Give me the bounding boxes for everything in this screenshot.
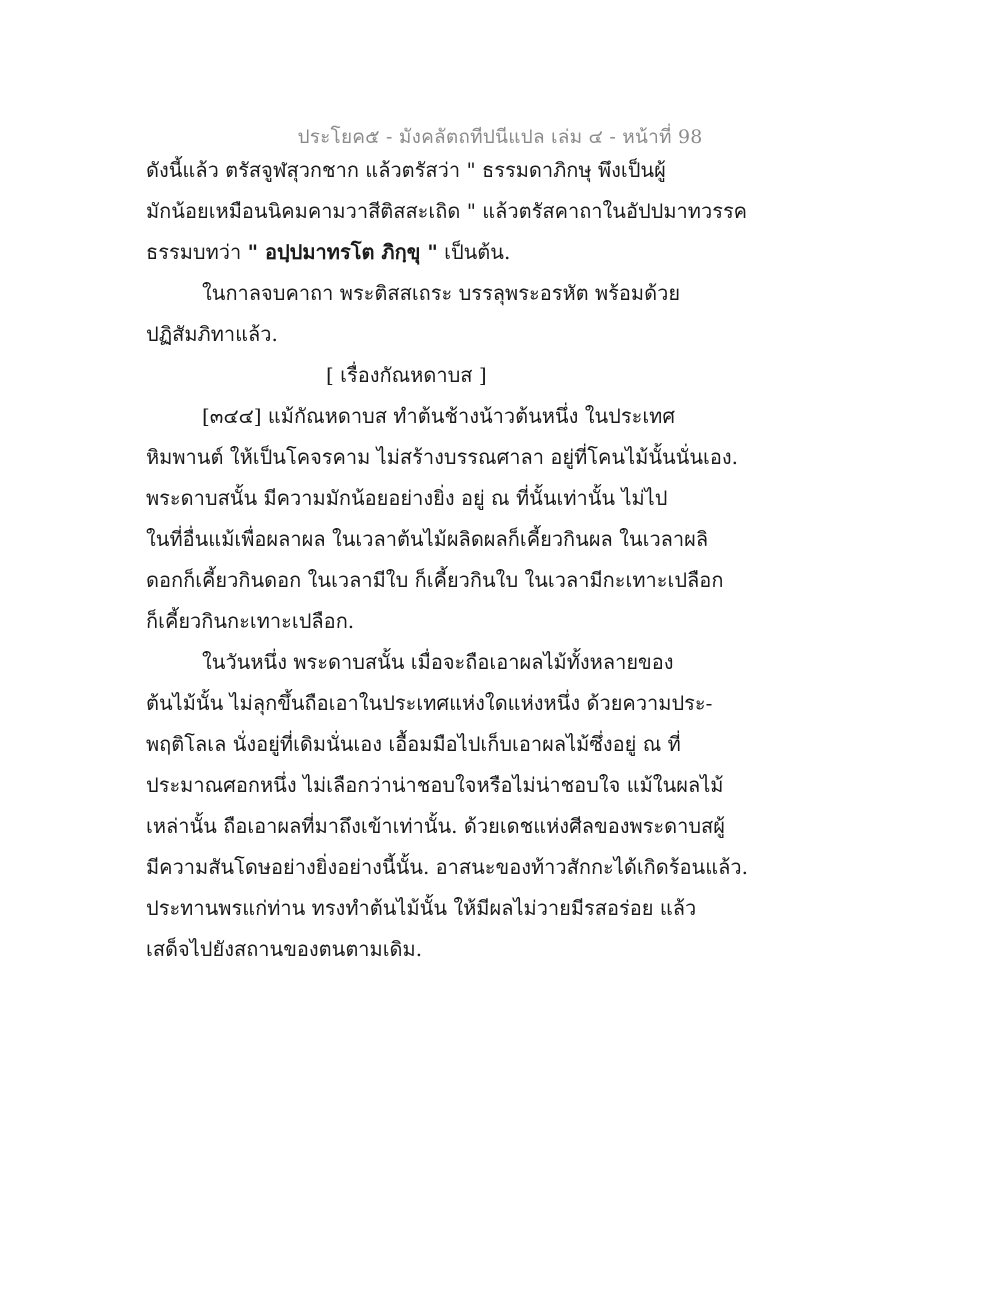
paragraph-line: ประทานพรแก่ท่าน ทรงทำต้นไม้นั้น ให้มีผลไม่วายมีรสอร่อย แล้ว — [146, 896, 697, 920]
paragraph-line: ปฏิสัมภิทาแล้ว. — [146, 322, 278, 346]
paragraph-line: ก็เคี้ยวกินกะเทาะเปลือก. — [146, 609, 355, 633]
paragraph-line: เสด็จไปยังสถานของตนตามเดิม. — [146, 937, 423, 961]
paragraph-line: หิมพานต์ ให้เป็นโคจรคาม ไม่สร้างบรรณศาลา อยู่ที่โคนไม้นั้นนั่นเอง. — [146, 445, 738, 469]
paragraph-line: พฤติโลเล นั่งอยู่ที่เดิมนั่นเอง เอื้อมมือไปเก็บเอาผลไม้ซึ่งอยู่ ณ ที่ — [146, 732, 681, 756]
paragraph-line: ดังนี้แล้ว ตรัสจูฬสุวกชาก แล้วตรัสว่า " ธรรมดาภิกษุ พึงเป็นผู้ — [146, 158, 666, 182]
running-header: ประโยค๕ - มังคลัตถทีปนีแปล เล่ม ๔ - หน้าที่ 98 — [297, 126, 703, 148]
paragraph-line: ในที่อื่นแม้เพื่อผลาผล ในเวลาต้นไม้ผลิดผลก็เคี้ยวกินผล ในเวลาผลิ — [146, 527, 709, 551]
paragraph-line: พระดาบสนั้น มีความมักน้อยอย่างยิ่ง อยู่ ณ ที่นั้นเท่านั้น ไม่ไป — [146, 486, 668, 510]
paragraph-line: ดอกก็เคี้ยวกินดอก ในเวลามีใบ ก็เคี้ยวกินใบ ในเวลามีกะเทาะเปลือก — [146, 568, 724, 592]
paragraph-line: ต้นไม้นั้น ไม่ลุกขึ้นถือเอาในประเทศแห่งใดแห่งหนึ่ง ด้วยความประ- — [146, 691, 713, 715]
text-segment: ธรรมบทว่า — [146, 240, 248, 264]
paragraph-line: มีความสันโดษอย่างยิ่งอย่างนี้นั้น. อาสนะของท้าวสักกะได้เกิดร้อนแล้ว. — [146, 855, 748, 879]
paragraph-line: ในวันหนึ่ง พระดาบสนั้น เมื่อจะถือเอาผลไม้ทั้งหลายของ — [202, 650, 674, 674]
body-text — [146, 150, 746, 970]
text-segment: เป็นต้น. — [437, 240, 511, 264]
paragraph-line: ในกาลจบคาถา พระติสสเถระ บรรลุพระอรหัต พร้อมด้วย — [202, 281, 681, 305]
paragraph-line: เหล่านั้น ถือเอาผลที่มาถึงเข้าเท่านั้น. ด้วยเดชแห่งศีลของพระดาบสผู้ — [146, 814, 725, 838]
paragraph-line: ประมาณศอกหนึ่ง ไม่เลือกว่าน่าชอบใจหรือไม่น่าชอบใจ แม้ในผลไม้ — [146, 773, 724, 797]
paragraph-line: [๓๔๔] แม้กัณหดาบส ทำต้นช้างน้าวต้นหนึ่ง ในประเทศ — [202, 404, 676, 428]
section-heading: [ เรื่องกัณหดาบส ] — [326, 363, 487, 387]
paragraph-line: มักน้อยเหมือนนิคมคามวาสีติสสะเถิด " แล้วตรัสคาถาในอัปปมาทวรรค — [146, 199, 748, 223]
paragraph-line — [146, 232, 746, 273]
pali-quote: " อปฺปมาทรโต ภิกฺขุ " — [247, 240, 438, 264]
